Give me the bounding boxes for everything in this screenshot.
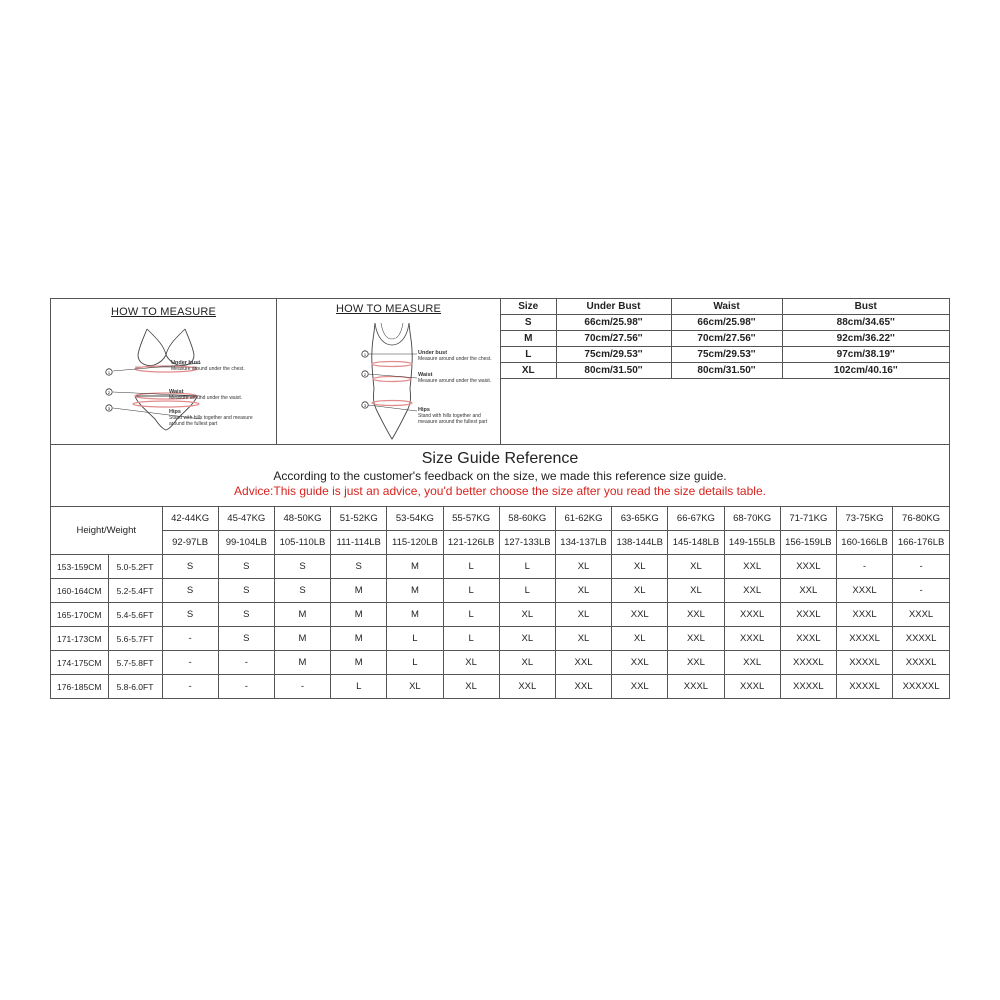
weight-lb-header: 138-144LB [612, 531, 668, 555]
weight-lb-header: 121-126LB [443, 531, 499, 555]
size-cell: XL [499, 651, 555, 675]
size-cell: M [387, 555, 443, 579]
size-cell: S [162, 555, 218, 579]
size-cell: M [387, 603, 443, 627]
size-measurement-table [501, 299, 949, 379]
size-cell: L [501, 347, 556, 363]
size-cell: XL [501, 363, 556, 379]
table-row [501, 315, 949, 331]
under-bust-cell: 70cm/27.56'' [556, 331, 671, 347]
label-waist: Waist Measure around under the waist. [169, 389, 243, 401]
height-ft-cell: 5.6-5.7FT [108, 627, 162, 651]
table-row [51, 651, 949, 675]
label-waist: Waist Measure around under the waist. [418, 372, 492, 384]
height-cm-cell: 174-175CM [51, 651, 108, 675]
size-cell: S [218, 579, 274, 603]
table-row [51, 579, 949, 603]
table-row [501, 347, 949, 363]
size-cell: - [162, 675, 218, 699]
table-row [51, 555, 949, 579]
marker-3-icon: 3 [107, 406, 111, 411]
size-cell: L [443, 579, 499, 603]
size-cell: L [387, 651, 443, 675]
bust-cell: 88cm/34.65'' [782, 315, 949, 331]
size-cell: XL [555, 579, 611, 603]
bust-cell: 92cm/36.22'' [782, 331, 949, 347]
size-cell: M [274, 627, 330, 651]
weight-lb-header: 156-159LB [780, 531, 836, 555]
table-row [51, 675, 949, 699]
size-cell: XXL [668, 603, 724, 627]
weight-kg-row [51, 507, 949, 531]
reference-table [51, 506, 949, 699]
label-hips: Hips Stand with hills together and measure around the fullest part [169, 409, 253, 427]
size-cell: XXXXL [780, 651, 836, 675]
waist-cell: 70cm/27.56'' [671, 331, 782, 347]
weight-lb-header: 111-114LB [331, 531, 387, 555]
weight-kg-header: 66-67KG [668, 507, 724, 531]
height-ft-cell: 5.0-5.2FT [108, 555, 162, 579]
size-cell: L [443, 555, 499, 579]
size-cell: XXL [499, 675, 555, 699]
size-cell: XXL [668, 651, 724, 675]
weight-lb-header: 166-176LB [893, 531, 949, 555]
waist-cell: 75cm/29.53'' [671, 347, 782, 363]
size-cell: XXXXL [836, 651, 892, 675]
weight-lb-header: 99-104LB [218, 531, 274, 555]
guide-description: According to the customer's feedback on the size, we made this reference size guide. [273, 469, 727, 483]
height-ft-cell: 5.4-5.6FT [108, 603, 162, 627]
size-cell: XL [387, 675, 443, 699]
marker-1-icon: 1 [363, 352, 367, 357]
size-cell: S [501, 315, 556, 331]
weight-lb-header: 105-110LB [274, 531, 330, 555]
weight-lb-header: 149-155LB [724, 531, 780, 555]
table-row [501, 331, 949, 347]
header-bust: Bust [782, 299, 949, 315]
size-cell: - [893, 579, 949, 603]
size-cell: XL [612, 579, 668, 603]
size-cell: M [331, 627, 387, 651]
weight-lb-header: 127-133LB [499, 531, 555, 555]
size-cell: XXXL [780, 555, 836, 579]
top-section [51, 299, 949, 445]
weight-kg-header: 76-80KG [893, 507, 949, 531]
weight-lb-header: 145-148LB [668, 531, 724, 555]
weight-kg-header: 45-47KG [218, 507, 274, 531]
size-cell: XL [668, 579, 724, 603]
weight-lb-header: 160-166LB [836, 531, 892, 555]
height-cm-cell: 153-159CM [51, 555, 108, 579]
size-cell: - [836, 555, 892, 579]
size-cell: S [218, 555, 274, 579]
size-cell: XL [555, 603, 611, 627]
header-under-bust: Under Bust [556, 299, 671, 315]
weight-kg-header: 58-60KG [499, 507, 555, 531]
size-guide-header [51, 444, 949, 507]
size-cell: XXXL [893, 603, 949, 627]
under-bust-cell: 80cm/31.50'' [556, 363, 671, 379]
size-cell: XXL [724, 651, 780, 675]
size-cell: XXXL [780, 627, 836, 651]
size-cell: XXXL [836, 603, 892, 627]
size-cell: XXL [724, 579, 780, 603]
size-cell: XXL [555, 675, 611, 699]
bust-cell: 102cm/40.16'' [782, 363, 949, 379]
size-cell: L [443, 627, 499, 651]
size-cell: - [893, 555, 949, 579]
size-cell: M [274, 603, 330, 627]
size-cell: - [218, 651, 274, 675]
marker-2-icon: 2 [363, 372, 367, 377]
height-cm-cell: 176-185CM [51, 675, 108, 699]
weight-lb-header: 92-97LB [162, 531, 218, 555]
size-cell: XXXXL [836, 627, 892, 651]
size-cell: S [218, 627, 274, 651]
size-cell: XXL [780, 579, 836, 603]
weight-kg-header: 61-62KG [555, 507, 611, 531]
size-cell: - [162, 651, 218, 675]
height-cm-cell: 171-173CM [51, 627, 108, 651]
size-cell: XXXL [780, 603, 836, 627]
size-cell: XXXXL [893, 627, 949, 651]
height-ft-cell: 5.8-6.0FT [108, 675, 162, 699]
size-cell: XXXXL [893, 651, 949, 675]
size-cell: M [274, 651, 330, 675]
panel-title: HOW TO MEASURE [110, 306, 217, 318]
size-cell: XL [443, 651, 499, 675]
marker-2-icon: 2 [107, 390, 111, 395]
size-cell: XXXL [668, 675, 724, 699]
weight-lb-header: 134-137LB [555, 531, 611, 555]
size-cell: L [443, 603, 499, 627]
waist-cell: 66cm/25.98'' [671, 315, 782, 331]
size-cell: XL [668, 555, 724, 579]
size-cell: XXXL [724, 603, 780, 627]
size-cell: S [162, 579, 218, 603]
marker-1-icon: 1 [107, 370, 111, 375]
table-row [51, 627, 949, 651]
weight-kg-header: 48-50KG [274, 507, 330, 531]
size-chart [50, 298, 950, 699]
size-cell: M [331, 651, 387, 675]
size-cell: XL [443, 675, 499, 699]
size-cell: XL [612, 555, 668, 579]
size-cell: - [218, 675, 274, 699]
size-cell: M [387, 579, 443, 603]
size-cell: S [331, 555, 387, 579]
size-cell: L [499, 579, 555, 603]
size-cell: S [274, 579, 330, 603]
weight-kg-header: 55-57KG [443, 507, 499, 531]
size-cell: S [218, 603, 274, 627]
table-row [51, 603, 949, 627]
weight-kg-header: 63-65KG [612, 507, 668, 531]
size-cell: XL [555, 627, 611, 651]
size-cell: XXL [612, 651, 668, 675]
size-cell: XXXXXL [893, 675, 949, 699]
weight-kg-header: 73-75KG [836, 507, 892, 531]
size-cell: XXXXL [780, 675, 836, 699]
height-ft-cell: 5.2-5.4FT [108, 579, 162, 603]
under-bust-cell: 66cm/25.98'' [556, 315, 671, 331]
size-cell: XXXXL [836, 675, 892, 699]
size-cell: M [331, 603, 387, 627]
size-table-header [501, 299, 949, 315]
weight-lb-row [51, 531, 949, 555]
size-cell: - [274, 675, 330, 699]
guide-title: Size Guide Reference [421, 450, 579, 467]
weight-kg-header: 53-54KG [387, 507, 443, 531]
size-cell: XXXL [724, 675, 780, 699]
label-hips: Hips Stand with hills together and measure around the fullest part [418, 407, 488, 425]
size-cell: S [162, 603, 218, 627]
size-cell: XL [612, 627, 668, 651]
measure-panel-bikini [51, 299, 277, 444]
size-cell: M [331, 579, 387, 603]
panel-title: HOW TO MEASURE [335, 303, 442, 315]
label-under-bust: Under bust Measure around under the chest. [171, 360, 245, 372]
size-cell: XL [555, 555, 611, 579]
size-cell: XXL [668, 627, 724, 651]
size-cell: XXL [555, 651, 611, 675]
size-cell: M [501, 331, 556, 347]
size-cell: L [499, 555, 555, 579]
size-cell: XXXL [836, 579, 892, 603]
size-cell: S [274, 555, 330, 579]
size-cell: - [162, 627, 218, 651]
weight-kg-header: 42-44KG [162, 507, 218, 531]
guide-advice: Advice:This guide is just an advice, you'd better choose the size after you read the size details table. [234, 484, 766, 498]
size-cell: XXXL [724, 627, 780, 651]
weight-kg-header: 51-52KG [331, 507, 387, 531]
size-cell: XXL [612, 675, 668, 699]
height-weight-label: Height/Weight [51, 507, 162, 555]
size-cell: L [387, 627, 443, 651]
bust-cell: 97cm/38.19'' [782, 347, 949, 363]
waist-cell: 80cm/31.50'' [671, 363, 782, 379]
size-cell: XL [499, 603, 555, 627]
height-ft-cell: 5.7-5.8FT [108, 651, 162, 675]
size-cell: XXL [724, 555, 780, 579]
header-waist: Waist [671, 299, 782, 315]
table-row [501, 363, 949, 379]
label-under-bust: Under bust Measure around under the chest. [418, 350, 492, 362]
size-cell: L [331, 675, 387, 699]
weight-lb-header: 115-120LB [387, 531, 443, 555]
size-cell: XL [499, 627, 555, 651]
measure-panel-onepiece [277, 299, 501, 444]
header-size: Size [501, 299, 556, 315]
size-cell: XXL [612, 603, 668, 627]
weight-kg-header: 71-71KG [780, 507, 836, 531]
under-bust-cell: 75cm/29.53'' [556, 347, 671, 363]
marker-3-icon: 3 [363, 403, 367, 408]
height-cm-cell: 160-164CM [51, 579, 108, 603]
weight-kg-header: 68-70KG [724, 507, 780, 531]
height-cm-cell: 165-170CM [51, 603, 108, 627]
